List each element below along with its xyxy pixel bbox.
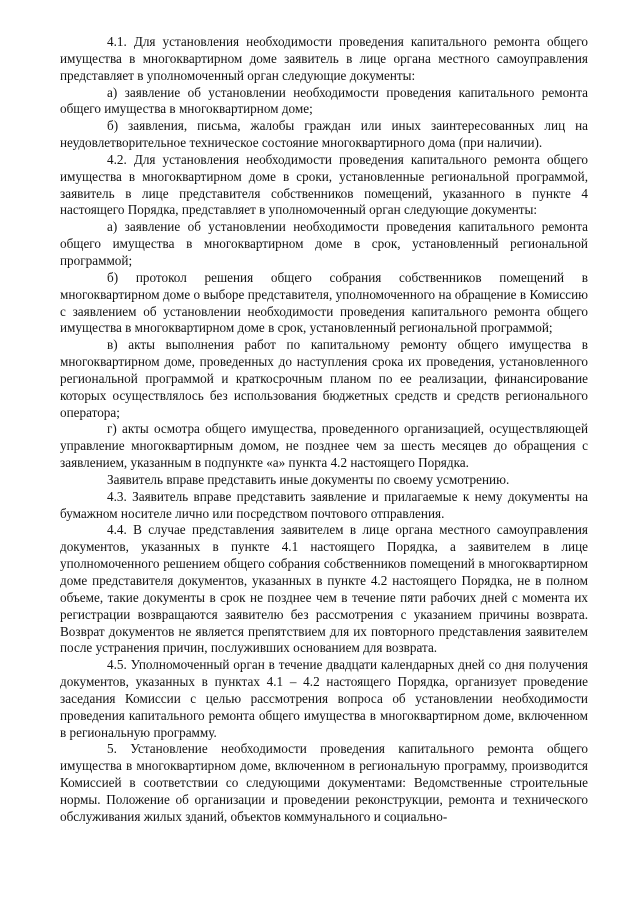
paragraph-other-documents: Заявитель вправе представить иные документы по своему усмотрению. bbox=[107, 471, 510, 487]
paragraph-4-1: 4.1. Для установления необходимости проведения капитального ремонта общего имущества в многоквартирном доме заявитель в лице органа местного самоуправления представляет в уполномоченный орган следующие документы: bbox=[60, 34, 588, 83]
paragraph-4-2-v: в) акты выполнения работ по капитальному ремонту общего имущества в многоквартирном доме, проведенных до наступления срока их проведения, установленного региональной программой и краткосрочным планом по ее реализации, финансирование которых осуществлялось без использования бюджетных средств и средств регионального оператора; bbox=[60, 337, 588, 420]
paragraph-4-2-b: б) протокол решения общего собрания собственников помещений в многоквартирном доме о выборе представителя, уполномоченного на обращение в Комиссию с заявлением об установлении необходимости проведения капитального ремонта общего имущества в многоквартирном доме в срок, установленный региональной программой; bbox=[60, 269, 588, 336]
paragraph-5: 5. Установление необходимости проведения капитального ремонта общего имущества в многоквартирном доме, включенном в региональную программу, производится Комиссией в соответствии со следующими документами: Ведомственные строительные нормы. Положение об организации и проведении реконструкции, ремонта и технического обслуживания жилых зданий, объектов коммунального и социально- bbox=[60, 741, 588, 824]
paragraph-4-4: 4.4. В случае представления заявителем в лице органа местного самоуправления документов, указанных в пункте 4.1 настоящего Порядка, а заявителем в лице уполномоченного решением общего собрания собственников помещений в многоквартирном доме представителя документов, указанных в пункте 4.2 настоящего Порядка, не в полном объеме, такие документы в срок не позднее чем в течение пяти рабочих дней с момента их регистрации возвращаются заявителю без рассмотрения с указанием причины возврата. Возврат документов не является препятствием для их повторного представления заявителем после устранения причин, послуживших основанием для возврата. bbox=[60, 522, 588, 656]
paragraph-4-2-g: г) акты осмотра общего имущества, проведенного организацией, осуществляющей управление многоквартирным домом, не позднее чем за шесть месяцев до обращения с заявлением, указанным в подпункте «а» пункта 4.2 настоящего Порядка. bbox=[60, 421, 588, 471]
paragraph-4-1-a: а) заявление об установлении необходимости проведения капитального ремонта общего имущества в многоквартирном доме; bbox=[60, 84, 588, 117]
paragraph-4-2-a: а) заявление об установлении необходимости проведения капитального ремонта общего имущества в многоквартирном доме в срок, установленный региональной программой; bbox=[60, 219, 588, 268]
paragraph-4-2: 4.2. Для установления необходимости проведения капитального ремонта общего имущества в многоквартирном доме в сроки, установленные региональной программой, заявитель в лице представителя собственников помещений, указанного в пункте 4 настоящего Порядка, представляет в уполномоченный орган следующие документы: bbox=[60, 151, 588, 218]
paragraph-4-5: 4.5. Уполномоченный орган в течение двадцати календарных дней со дня получения документов, указанных в пунктах 4.1 – 4.2 настоящего Порядка, организует проведение заседания Комиссии с целью рассмотрения вопроса об установлении необходимости проведения капитального ремонта общего имущества в многоквартирном доме, включенном в региональную программу. bbox=[60, 657, 588, 740]
paragraph-4-1-b: б) заявления, письма, жалобы граждан или иных заинтересованных лиц на неудовлетворительное техническое состояние многоквартирного дома (при наличии). bbox=[60, 118, 588, 151]
paragraph-4-3: 4.3. Заявитель вправе представить заявление и прилагаемые к нему документы на бумажном носителе лично или посредством почтового отправления. bbox=[60, 488, 588, 521]
document-page bbox=[60, 34, 588, 826]
